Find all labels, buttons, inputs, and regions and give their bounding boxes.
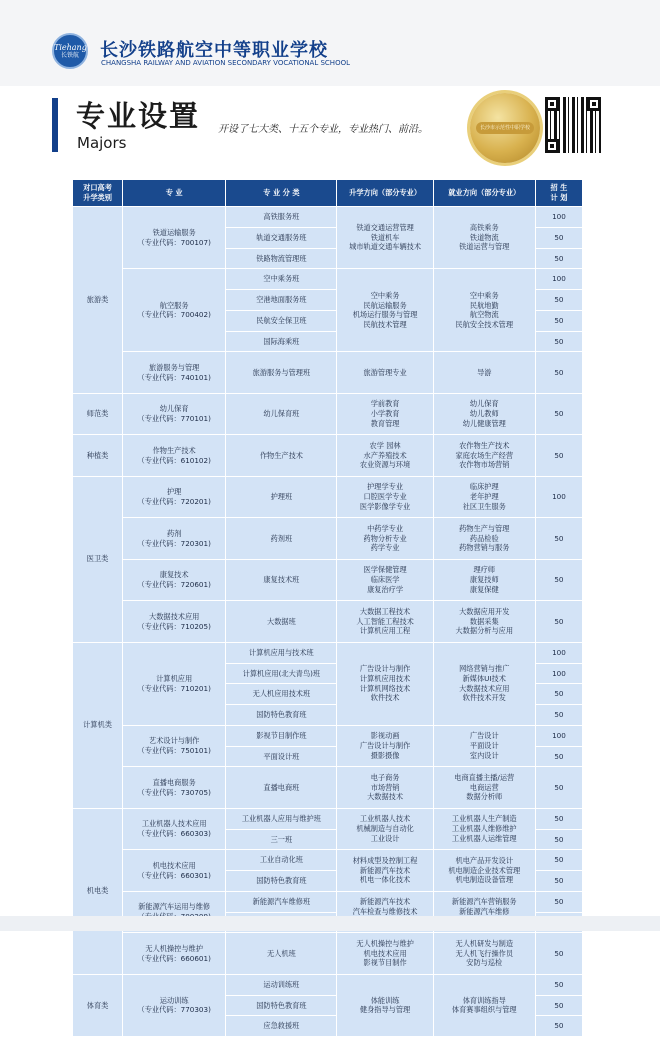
table-row: [73, 726, 582, 746]
upgrade-cell: [337, 394, 432, 435]
plan-cell: 50: [536, 518, 582, 559]
class-cell: 旅游服务与管理班: [226, 352, 336, 393]
header-plan-line: 计 划: [550, 193, 568, 202]
major-name: 运动训练: [159, 995, 189, 1005]
table-row: [73, 892, 582, 912]
employment-line: 理疗师: [473, 565, 496, 575]
employment-line: 幼儿健康管理: [462, 418, 506, 428]
title-accent-bar: [52, 98, 58, 152]
table-row: [73, 477, 582, 497]
employment-line: 机电制造企业技术管理: [448, 865, 521, 875]
upgrade-line: 药物分析专业: [363, 533, 407, 543]
major-code: （专业代码：720601): [137, 580, 211, 589]
major-cell: [123, 601, 225, 642]
employment-line: 电商运营: [469, 782, 499, 792]
major-code: （专业代码：660303): [137, 829, 211, 838]
upgrade-line: 铁道机车: [370, 232, 400, 242]
upgrade-line: 机械制造与自动化: [356, 824, 414, 834]
header-classes: 专 业 分 类: [226, 180, 336, 206]
upgrade-line: 新能源汽车技术: [359, 897, 411, 907]
employment-cell: [434, 435, 535, 476]
majors-table: [72, 179, 583, 1037]
class-cell: 高铁服务班: [226, 207, 336, 227]
major-cell: [123, 394, 225, 435]
major-name: 艺术设计与制作: [149, 736, 200, 746]
class-cell: 三一班: [226, 830, 336, 850]
employment-line: 大数据分析与应用: [455, 626, 514, 636]
employment-line: 工业机器人维修维护: [451, 824, 517, 834]
slogan: 开设了七大类、十五个专业，专业热门、前沿。: [218, 124, 428, 135]
upgrade-line: 民航技术管理: [363, 319, 407, 329]
plan-cell: 100: [536, 726, 582, 746]
class-cell: 空港地面服务班: [226, 290, 336, 310]
upgrade-line: 水产养殖技术: [363, 450, 407, 460]
major-name: 作物生产技术: [152, 445, 196, 455]
major-cell: [123, 767, 225, 808]
upgrade-line: 工业设计: [370, 833, 400, 843]
employment-line: 机电产品开发设计: [455, 855, 514, 865]
upgrade-line: 机电技术应用: [363, 948, 407, 958]
table-row: [73, 850, 582, 870]
employment-line: 农作物生产技术: [459, 440, 510, 450]
header-plan: [536, 180, 582, 206]
employment-line: 社区卫生服务: [462, 501, 506, 511]
class-cell: 国防特色教育班: [226, 705, 336, 725]
class-cell: 康复技术班: [226, 560, 336, 601]
plan-cell: 100: [536, 643, 582, 663]
employment-line: 数据分析师: [466, 792, 503, 802]
plan-cell: 50: [536, 249, 582, 269]
table-row: [73, 269, 582, 289]
upgrade-line: 广告设计与制作: [359, 664, 411, 674]
employment-line: 机电制造设备管理: [455, 875, 514, 885]
class-cell: 铁路物流管理班: [226, 249, 336, 269]
plan-cell: 50: [536, 290, 582, 310]
major-code: （专业代码：700402): [137, 310, 211, 320]
upgrade-line: 计算机应用工程: [359, 626, 411, 636]
major-name: 大数据技术应用: [149, 611, 200, 621]
major-code: （专业代码：750101): [137, 746, 211, 755]
employment-cell: [434, 269, 535, 351]
upgrade-line: 旅游管理专业: [363, 367, 407, 377]
employment-line: 铁道运营与管理: [459, 242, 510, 252]
upgrade-line: 口腔医学专业: [363, 492, 407, 502]
major-cell: [123, 269, 225, 351]
table-row: [73, 767, 582, 787]
plan-cell: 100: [536, 269, 582, 289]
plan-cell: 100: [536, 664, 582, 684]
category-cell: 体育类: [73, 975, 122, 1036]
upgrade-cell: [337, 767, 432, 808]
class-cell: 空中乘务班: [226, 269, 336, 289]
plan-cell: 50: [536, 435, 582, 476]
upgrade-cell: [337, 726, 432, 767]
upgrade-line: 农业资源与环境: [359, 460, 411, 470]
plan-cell: 50: [536, 228, 582, 248]
plan-cell: 50: [536, 684, 582, 704]
employment-line: 高铁乘务: [469, 223, 499, 233]
major-code: （专业代码：660301): [137, 870, 211, 880]
major-name: 工业机器人技术应用: [141, 819, 207, 829]
upgrade-line: 学前教育: [370, 399, 400, 409]
major-cell: [123, 352, 225, 393]
employment-line: 安防与巡检: [466, 958, 503, 968]
upgrade-line: 软件技术: [370, 693, 400, 703]
class-cell: 幼儿保育班: [226, 394, 336, 435]
table-row: [73, 207, 582, 227]
employment-line: 铁道物流: [469, 232, 499, 242]
class-cell: 工业自动化班: [226, 850, 336, 870]
major-name: 航空服务: [159, 300, 189, 310]
plan-cell: 50: [536, 747, 582, 767]
major-code: （专业代码：720201): [137, 497, 211, 506]
employment-line: 临床护理: [469, 482, 499, 492]
class-cell: 国防特色教育班: [226, 996, 336, 1016]
seal-text: 长沙市示范性中职学校: [476, 122, 534, 134]
header-major: 专 业: [123, 180, 225, 206]
major-code: （专业代码：710205): [137, 621, 211, 631]
major-code: （专业代码：740101): [137, 372, 211, 382]
class-cell: 护理班: [226, 477, 336, 518]
class-cell: 计算机应用与技术班: [226, 643, 336, 663]
employment-cell: [434, 726, 535, 767]
employment-line: 无人机飞行操作员: [455, 948, 514, 958]
upgrade-line: 机场运行服务与管理: [352, 310, 418, 320]
header-employment: 就业方向（部分专业）: [434, 180, 535, 206]
major-code: （专业代码：610102): [137, 455, 211, 465]
upgrade-line: 临床医学: [370, 575, 400, 585]
major-name: 无人机操控与维护: [145, 943, 203, 953]
category-cell: 计算机类: [73, 643, 122, 808]
major-name: 康复技术: [159, 570, 189, 580]
employment-line: 老年护理: [469, 492, 499, 502]
plan-cell: 50: [536, 352, 582, 393]
upgrade-line: 摄影摄像: [370, 750, 400, 760]
employment-cell: [434, 560, 535, 601]
table-row: [73, 518, 582, 538]
class-cell: 影视节目制作班: [226, 726, 336, 746]
major-cell: [123, 726, 225, 767]
employment-cell: [434, 643, 535, 725]
plan-cell: 50: [536, 394, 582, 435]
plan-cell: 50: [536, 560, 582, 601]
major-name: 新能源汽车运用与维修: [138, 902, 211, 912]
page-title: 专业设置: [76, 99, 201, 133]
employment-line: 无人机研发与制造: [455, 938, 514, 948]
upgrade-line: 体能训练: [370, 995, 400, 1005]
upgrade-line: 中药学专业: [367, 523, 404, 533]
plan-cell: 50: [536, 892, 582, 912]
plan-cell: 100: [536, 207, 582, 227]
footer-band: [0, 916, 660, 931]
employment-cell: [434, 767, 535, 808]
employment-line: 体育训练指导: [462, 995, 506, 1005]
category-cell: 医卫类: [73, 477, 122, 642]
category-cell: 旅游类: [73, 207, 122, 393]
major-cell: [123, 207, 225, 268]
major-name: 计算机应用: [156, 674, 193, 684]
upgrade-line: 电子商务: [370, 772, 400, 782]
upgrade-line: 计算机网络技术: [359, 683, 411, 693]
table-row: [73, 352, 582, 372]
upgrade-cell: [337, 850, 432, 891]
employment-line: 体育赛事组织与管理: [451, 1005, 517, 1015]
upgrade-line: 市场营销: [370, 782, 400, 792]
major-code: （专业代码：660601): [137, 953, 211, 963]
employment-line: 幼儿保育: [469, 399, 499, 409]
upgrade-cell: [337, 560, 432, 601]
major-cell: [123, 850, 225, 891]
upgrade-line: 工业机器人技术: [359, 814, 411, 824]
employment-line: 空中乘务: [469, 290, 499, 300]
plan-cell: 50: [536, 601, 582, 642]
major-name: 直播电商服务: [152, 777, 196, 787]
employment-cell: [434, 850, 535, 891]
header-category-line: 对口高考: [83, 183, 112, 193]
class-cell: 药剂班: [226, 518, 336, 559]
upgrade-cell: [337, 435, 432, 476]
employment-line: 电商直播主播/运营: [454, 772, 515, 782]
table-row: [73, 643, 582, 663]
plan-cell: 50: [536, 705, 582, 725]
employment-line: 新能源汽车维修: [459, 907, 510, 917]
employment-line: 康复技师: [469, 575, 499, 585]
header-plan-line: 招 生: [550, 183, 568, 193]
upgrade-cell: [337, 207, 432, 268]
upgrade-line: 大数据技术: [367, 792, 404, 802]
employment-line: 工业机器人运维管理: [451, 833, 517, 843]
employment-line: 药物营销与服务: [459, 543, 510, 553]
upgrade-cell: [337, 518, 432, 559]
plan-cell: 50: [536, 809, 582, 829]
header-category-line: 升学类别: [83, 193, 112, 202]
employment-cell: [434, 518, 535, 559]
major-name: 幼儿保育: [159, 404, 189, 414]
major-cell: [123, 435, 225, 476]
qr-code-icon: [545, 97, 601, 153]
upgrade-line: 医学影像学专业: [359, 501, 411, 511]
upgrade-line: 空中乘务: [370, 290, 400, 300]
upgrade-line: 护理学专业: [367, 482, 404, 492]
employment-line: 大数据技术应用: [459, 683, 510, 693]
school-name-cn: 长沙铁路航空中等职业学校: [100, 40, 328, 61]
major-code: （专业代码：720301): [137, 538, 211, 548]
upgrade-line: 大数据工程技术: [359, 606, 411, 616]
employment-line: 药物生产与管理: [459, 523, 510, 533]
employment-cell: [434, 975, 535, 1036]
majors-table-body: [73, 207, 582, 1036]
plan-cell: 50: [536, 996, 582, 1016]
employment-cell: [434, 352, 535, 393]
plan-cell: 50: [536, 830, 582, 850]
employment-cell: [434, 933, 535, 974]
table-row: [73, 560, 582, 580]
gold-seal: [470, 93, 540, 163]
header-band: [0, 0, 660, 86]
upgrade-line: 教育管理: [370, 418, 400, 428]
major-name: 铁道运输服务: [152, 227, 196, 237]
table-row: [73, 601, 582, 621]
plan-cell: 50: [536, 332, 582, 352]
category-cell: 机电类: [73, 809, 122, 974]
major-code: （专业代码：710201): [137, 683, 211, 693]
class-cell: 工业机器人应用与维护班: [226, 809, 336, 829]
plan-cell: 100: [536, 477, 582, 518]
upgrade-line: 城市轨道交通车辆技术: [349, 242, 422, 252]
upgrade-line: 机电一体化技术: [359, 875, 411, 885]
page-subtitle: Majors: [77, 134, 127, 152]
upgrade-line: 广告设计与制作: [359, 741, 411, 751]
class-cell: 无人机应用技术班: [226, 684, 336, 704]
upgrade-cell: [337, 975, 432, 1036]
qr-finder-icon: [587, 97, 601, 111]
upgrade-line: 农学 园林: [369, 440, 401, 450]
upgrade-cell: [337, 933, 432, 974]
employment-line: 室内设计: [469, 750, 499, 760]
category-cell: 师范类: [73, 394, 122, 435]
plan-cell: 50: [536, 850, 582, 870]
employment-line: 幼儿教师: [469, 409, 499, 419]
major-code: （专业代码：700107): [137, 237, 211, 247]
employment-line: 航空物流: [469, 310, 499, 320]
class-cell: 新能源汽车维修班: [226, 892, 336, 912]
class-cell: 计算机应用(北大青鸟)班: [226, 664, 336, 684]
school-name-en: CHANGSHA RAILWAY AND AVIATION SECONDARY VOCATIONAL SCHOOL: [101, 59, 350, 67]
class-cell: 运动训练班: [226, 975, 336, 995]
employment-cell: [434, 207, 535, 268]
class-cell: 大数据班: [226, 601, 336, 642]
major-name: 护理: [166, 487, 182, 497]
upgrade-line: 影视节目制作: [363, 958, 407, 968]
upgrade-line: 民航运输服务: [363, 300, 407, 310]
upgrade-cell: [337, 269, 432, 351]
employment-line: 民航地勤: [469, 300, 499, 310]
table-row: [73, 435, 582, 455]
major-cell: [123, 560, 225, 601]
upgrade-line: 影视动画: [370, 731, 400, 741]
header-upgrade: 升学方向（部分专业）: [337, 180, 432, 206]
employment-line: 康复保健: [469, 584, 499, 594]
employment-cell: [434, 477, 535, 518]
class-cell: 应急救援班: [226, 1016, 336, 1036]
major-name: 旅游服务与管理: [149, 362, 200, 372]
employment-line: 新媒体UI技术: [462, 674, 506, 684]
upgrade-cell: [337, 809, 432, 850]
upgrade-line: 康复治疗学: [367, 584, 404, 594]
employment-line: 数据采集: [469, 616, 499, 626]
employment-line: 农作物市场营销: [459, 460, 510, 470]
upgrade-line: 汽车检查与维修技术: [352, 907, 418, 917]
upgrade-line: 医学保健管理: [363, 565, 407, 575]
plan-cell: 50: [536, 311, 582, 331]
school-logo: [52, 33, 88, 69]
upgrade-cell: [337, 352, 432, 393]
major-cell: [123, 643, 225, 725]
employment-line: 网络营销与推广: [459, 664, 510, 674]
employment-line: 工业机器人生产制造: [451, 814, 517, 824]
employment-line: 广告设计: [469, 731, 499, 741]
qr-finder-icon: [545, 97, 559, 111]
plan-cell: 50: [536, 933, 582, 974]
upgrade-line: 无人机操控与维护: [356, 938, 414, 948]
employment-cell: [434, 809, 535, 850]
employment-line: 平面设计: [469, 741, 499, 751]
plan-cell: 50: [536, 767, 582, 808]
employment-line: 民航安全技术管理: [455, 319, 514, 329]
upgrade-line: 药学专业: [370, 543, 400, 553]
upgrade-cell: [337, 601, 432, 642]
major-cell: [123, 933, 225, 974]
employment-cell: [434, 601, 535, 642]
employment-line: 家庭农场生产经营: [455, 450, 514, 460]
header-category: [73, 180, 122, 206]
plan-cell: 50: [536, 871, 582, 891]
employment-line: 新能源汽车营销服务: [451, 897, 517, 907]
employment-line: 大数据应用开发: [459, 606, 510, 616]
table-row: [73, 809, 582, 829]
logo-text: Tiehang: [54, 43, 87, 52]
major-code: （专业代码：730705): [137, 787, 211, 797]
table-row: [73, 975, 582, 995]
class-cell: 民航安全保卫班: [226, 311, 336, 331]
major-code: （专业代码：770303): [137, 1005, 211, 1015]
upgrade-line: 人工智能工程技术: [356, 616, 414, 626]
class-cell: 国防特色教育班: [226, 871, 336, 891]
employment-cell: [434, 394, 535, 435]
upgrade-line: 小学教育: [370, 409, 400, 419]
major-cell: [123, 975, 225, 1036]
major-name: 药剂: [166, 528, 182, 538]
upgrade-cell: [337, 477, 432, 518]
employment-line: 软件技术开发: [462, 693, 506, 703]
upgrade-line: 新能源汽车技术: [359, 865, 411, 875]
employment-line: 导游: [477, 367, 492, 377]
upgrade-line: 健身指导与管理: [359, 1005, 411, 1015]
major-cell: [123, 518, 225, 559]
class-cell: 平面设计班: [226, 747, 336, 767]
class-cell: 轨道交通服务班: [226, 228, 336, 248]
class-cell: 作物生产技术: [226, 435, 336, 476]
upgrade-line: 铁道交通运营管理: [356, 223, 414, 233]
table-header-row: [73, 180, 582, 206]
upgrade-line: 材料成型及控制工程: [352, 855, 418, 865]
qr-finder-icon: [545, 139, 559, 153]
major-name: 机电技术应用: [152, 860, 196, 870]
plan-cell: 50: [536, 975, 582, 995]
table-row: [73, 394, 582, 414]
upgrade-cell: [337, 643, 432, 725]
logo-subtext: 长铁航: [60, 52, 79, 59]
upgrade-line: 计算机应用技术: [359, 674, 411, 684]
class-cell: 国际海乘班: [226, 332, 336, 352]
major-cell: [123, 809, 225, 850]
class-cell: 无人机班: [226, 933, 336, 974]
category-cell: 种植类: [73, 435, 122, 476]
major-code: （专业代码：770101): [137, 414, 211, 423]
class-cell: 直播电商班: [226, 767, 336, 808]
major-cell: [123, 477, 225, 518]
table-row: [73, 933, 582, 953]
plan-cell: 50: [536, 1016, 582, 1036]
employment-line: 药品检验: [469, 533, 499, 543]
